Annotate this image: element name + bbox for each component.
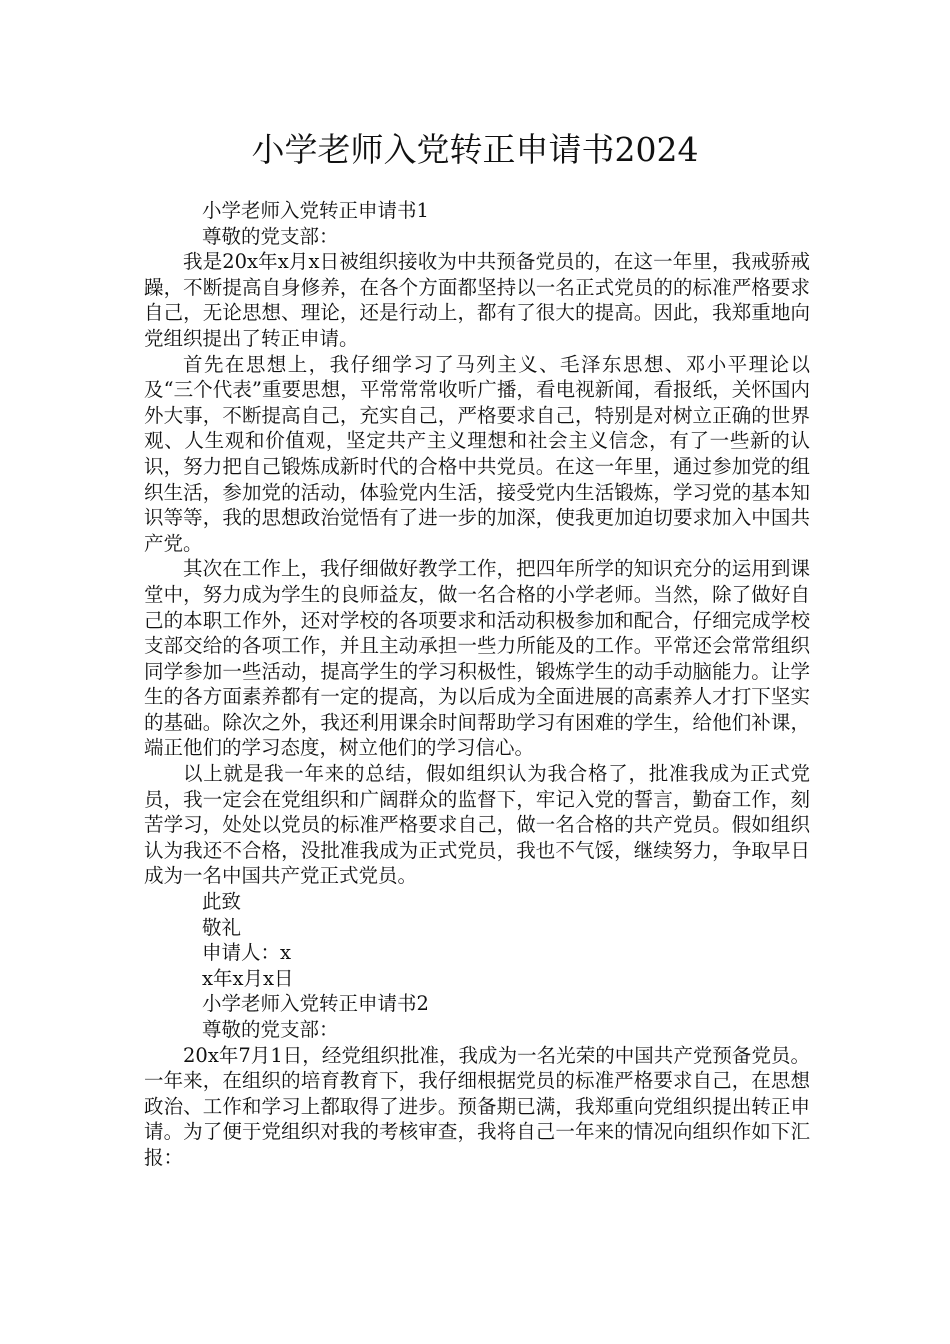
document-body — [144, 198, 810, 1171]
letter2-paragraph-1: 20x年7月1日，经党组织批准，我成为一名光荣的中国共产党预备党员。一年来，在组织的培育教育下，我仔细根据党员的标准严格要求自己，在思想政治、工作和学习上都取得了进步。预备期已满，我郑重向党组织提出转正申请。为了便于党组织对我的考核审查，我将自己一年来的情况向组织作如下汇报： — [144, 1043, 810, 1169]
letter1-paragraph-3: 其次在工作上，我仔细做好教学工作，把四年所学的知识充分的运用到课堂中，努力成为学生的良师益友，做一名合格的小学老师。当然，除了做好自己的本职工作外，还对学校的各项要求和活动积极参加和配合，仔细完成学校支部交给的各项工作，并且主动承担一些力所能及的工作。平常还会常常组织同学参加一些活动，提高学生的学习积极性，锻炼学生的动手动脑能力。让学生的各方面素养都有一定的提高，为以后成为全面进展的高素养人才打下坚实的基础。除次之外，我还利用课余时间帮助学习有困难的学生，给他们补课，端正他们的学习态度，树立他们的学习信心。 — [144, 557, 810, 760]
document-title: 小学老师入党转正申请书2024 — [251, 130, 699, 169]
letter2-heading: 小学老师入党转正申请书2 — [202, 992, 429, 1016]
letter1-closing-2: 敬礼 — [202, 915, 242, 939]
letter1-closing-1: 此致 — [202, 890, 242, 914]
letter1-paragraph-4: 以上就是我一年来的总结，假如组织认为我合格了，批准我成为正式党员，我一定会在党组织和广阔群众的监督下，牢记入党的誓言，勤奋工作，刻苦学习，处处以党员的标准严格要求自己，做一名合格的共产党员。假如组织认为我还不合格，没批准我成为正式党员，我也不气馁，继续努力，争取早日成为一名中国共产党正式党员。 — [144, 762, 810, 888]
letter1-paragraph-1: 我是20x年x月x日被组织接收为中共预备党员的，在这一年里，我戒骄戒躁，不断提高自身修养，在各个方面都坚持以一名正式党员的的标准严格要求自己，无论思想、理论，还是行动上，都有了很大的提高。因此，我郑重地向党组织提出了转正申请。 — [144, 250, 810, 350]
letter2-salutation: 尊敬的党支部： — [202, 1018, 339, 1041]
letter1-heading: 小学老师入党转正申请书1 — [202, 199, 429, 222]
letter1-paragraph-2: 首先在思想上，我仔细学习了马列主义、毛泽东思想、邓小平理论以及“三个代表”重要思想，平常常常收听广播，看电视新闻，看报纸，关怀国内外大事，不断提高自己，充实自己，严格要求自己，特别是对树立正确的世界观、人生观和价值观，坚定共产主义理想和社会主义信念，有了一些新的认识，努力把自己锻炼成新时代的合格中共党员。在这一年里，通过参加党的组织生活，参加党的活动，体验党内生活，接受党内生活锻炼，学习党的基本知识等等，我的思想政治觉悟有了进一步的加深，使我更加迫切要求加入中国共产党。 — [144, 352, 810, 555]
letter1-salutation: 尊敬的党支部： — [202, 224, 339, 248]
letter1-date: x年x月x日 — [202, 966, 294, 990]
letter1-signature: 申请人：x — [202, 941, 291, 965]
